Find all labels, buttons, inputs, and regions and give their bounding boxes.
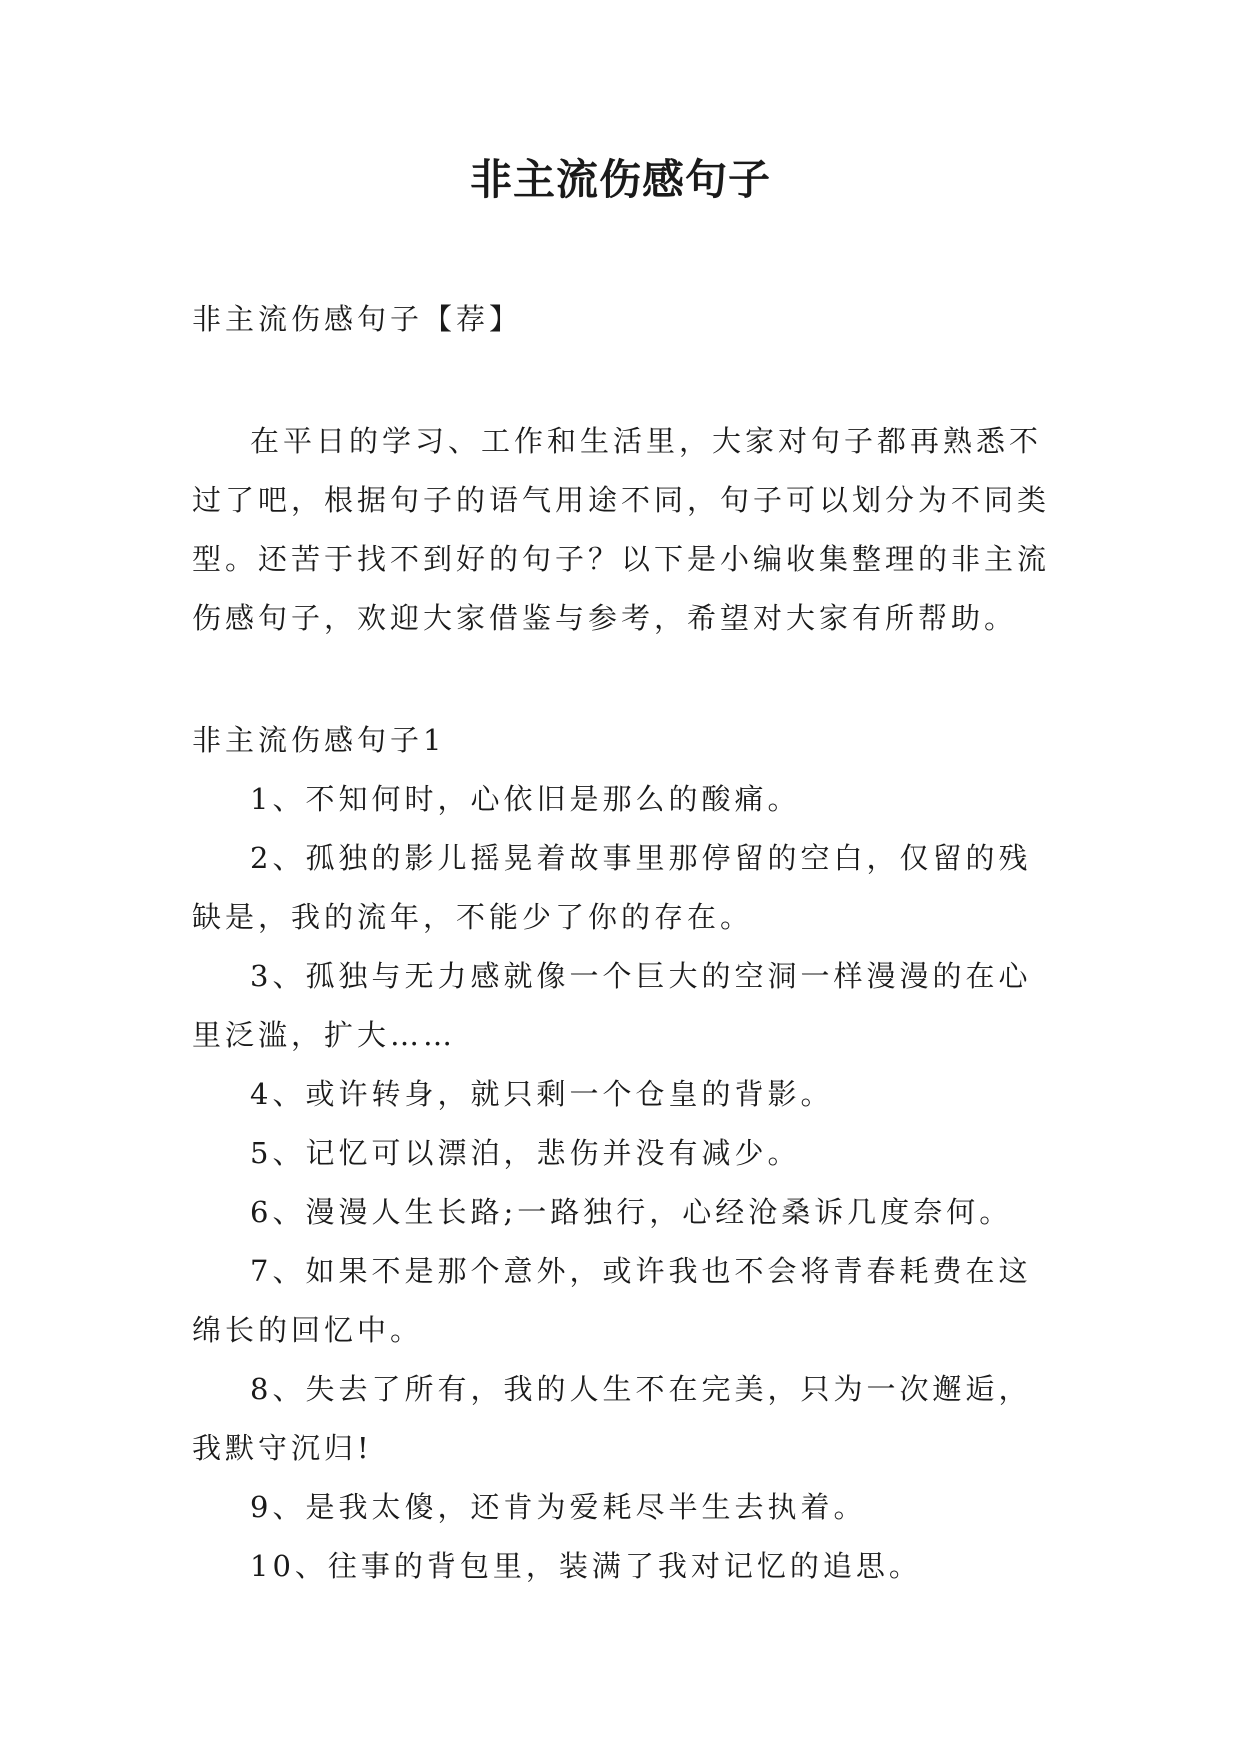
list-item: 7、如果不是那个意外，或许我也不会将青春耗费在这绵长的回忆中。: [192, 1254, 1032, 1347]
list-item: 6、漫漫人生长路;一路独行，心经沧桑诉几度奈何。: [250, 1195, 1013, 1229]
list-item: 9、是我太傻，还肯为爱耗尽半生去执着。: [250, 1490, 867, 1524]
list-item: 1、不知何时，心依旧是那么的酸痛。: [250, 782, 801, 816]
list-item: 10、往事的背包里，装满了我对记忆的追思。: [250, 1549, 922, 1583]
document-body: [192, 290, 1058, 1596]
list-item: 2、孤独的影儿摇晃着故事里那停留的空白，仅留的残缺是，我的流年，不能少了你的存在。: [192, 841, 1032, 934]
list-item: 3、孤独与无力感就像一个巨大的空洞一样漫漫的在心里泛滥，扩大……: [192, 959, 1032, 1052]
intro-paragraph: 在平日的学习、工作和生活里，大家对句子都再熟悉不过了吧，根据句子的语气用途不同，句子可以划分为不同类型。还苦于找不到好的句子？以下是小编收集整理的非主流伤感句子，欢迎大家借鉴与参考，希望对大家有所帮助。: [192, 424, 1051, 635]
document-title: 非主流伤感句子: [469, 155, 771, 204]
section-heading: 非主流伤感句子1: [192, 723, 446, 757]
list-item: 4、或许转身，就只剩一个仓皇的背影。: [250, 1077, 834, 1111]
document-subtitle: 非主流伤感句子【荐】: [192, 302, 523, 336]
list-item: 8、失去了所有，我的人生不在完美，只为一次邂逅，我默守沉归!: [192, 1372, 1032, 1465]
list-item: 5、记忆可以漂泊，悲伤并没有减少。: [250, 1136, 801, 1170]
